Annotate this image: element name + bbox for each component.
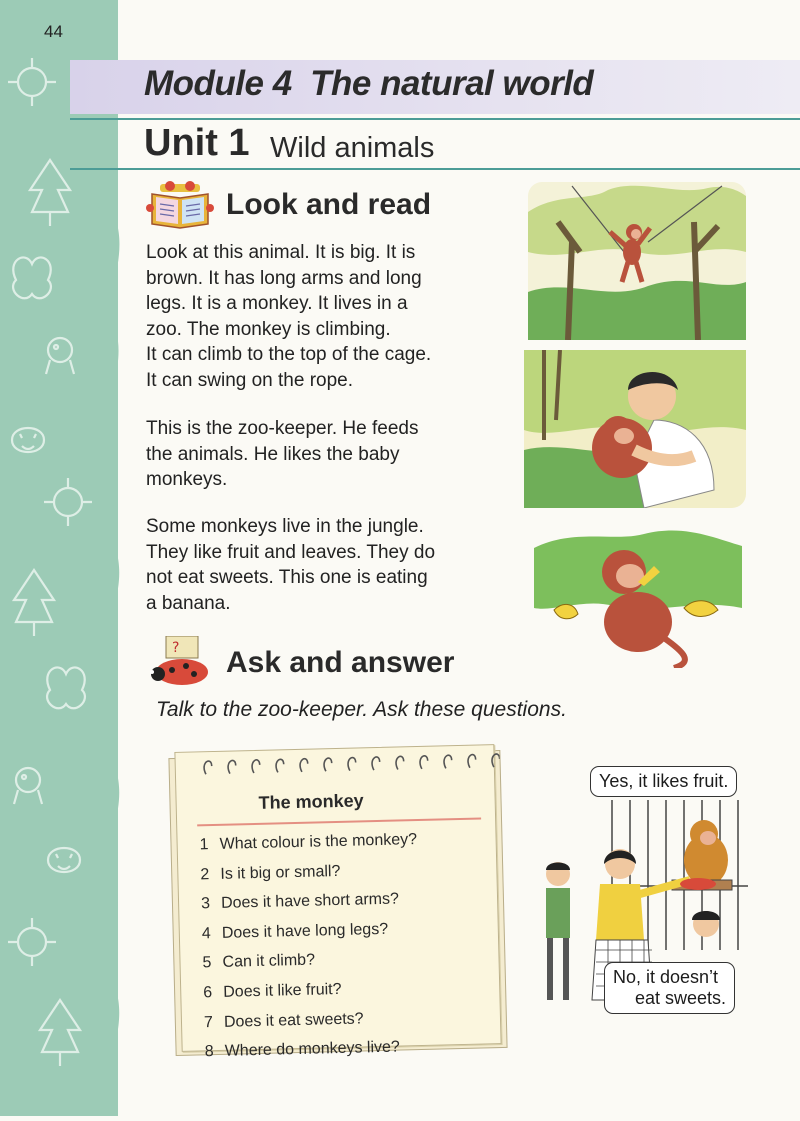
header-rule-bottom (70, 168, 800, 170)
speech-bubble-line: No, it doesn’t (613, 967, 719, 987)
list-item (205, 1036, 496, 1073)
paragraph-line: a banana. (146, 592, 231, 614)
paragraph-1 (146, 240, 516, 393)
notepad-title: The monkey (258, 790, 364, 813)
paragraph-line: It can climb to the top of the cage. (146, 344, 432, 365)
book-reading-icon (146, 178, 214, 230)
module-title: Module 4 The natural world (144, 64, 594, 103)
zookeeper-hug-illustration (524, 350, 746, 508)
header-rule-top (70, 118, 800, 120)
speech-bubble-line: eat sweets. (635, 988, 727, 1008)
question-text: Does it have long legs? (221, 920, 389, 942)
paragraph-line: not eat sweets. This one is eating (146, 567, 428, 588)
monkey-climbing-illustration (528, 182, 746, 340)
question-number: 4 (201, 924, 211, 943)
ladybug-question-icon (146, 636, 218, 686)
paragraph-line: legs. It is a monkey. It lives in a (146, 293, 408, 314)
look-and-read-heading: Look and read (226, 188, 432, 221)
question-text: Where do monkeys live? (224, 1038, 401, 1060)
paragraph-line: monkeys. (146, 469, 228, 490)
speech-bubble-no (604, 962, 735, 1014)
notepad-title-rule (197, 817, 481, 826)
question-number: 5 (202, 954, 212, 972)
question-number: 6 (203, 984, 213, 1002)
paragraph-line: It can swing on the rope. (146, 369, 354, 391)
question-text: Does it like fruit? (223, 980, 342, 1001)
paragraph-line: They like fruit and leaves. They do (146, 541, 436, 563)
paragraph-line: the animals. He likes the baby (146, 443, 400, 465)
paragraph-2 (146, 416, 516, 493)
paragraph-line: Look at this animal. It is big. It is (146, 242, 416, 263)
question-text: Can it climb? (222, 951, 316, 972)
ask-and-answer-heading: Ask and answer (226, 646, 455, 679)
question-number: 3 (200, 895, 211, 913)
unit-label: Unit 1 (144, 122, 250, 164)
page-number: 44 (44, 22, 63, 41)
instruction-text: Talk to the zoo-keeper. Ask these questions. (156, 698, 567, 721)
paragraph-3 (146, 514, 516, 616)
question-number: 2 (200, 865, 210, 883)
question-text: Does it have short arms? (220, 890, 400, 913)
paragraph-line: brown. It has long arms and long (146, 267, 422, 289)
question-text: What colour is the monkey? (219, 831, 418, 853)
question-number: 8 (204, 1043, 214, 1061)
question-number: 1 (199, 836, 209, 854)
monkey-banana-illustration (534, 528, 742, 668)
paragraph-line: Some monkeys live in the jungle. (146, 516, 424, 537)
notepad-sheet (174, 744, 501, 1061)
speech-bubble-yes: Yes, it likes fruit. (590, 766, 737, 797)
paragraph-line: zoo. The monkey is climbing. (146, 318, 391, 340)
question-list (199, 829, 495, 1073)
svg-text:?: ? (172, 640, 180, 656)
question-number: 7 (203, 1013, 214, 1031)
question-text: Is it big or small? (220, 862, 341, 883)
spiral-rings-icon (199, 749, 499, 778)
question-notepad (168, 732, 508, 1061)
paragraph-line: This is the zoo-keeper. He feeds (146, 418, 419, 439)
unit-title: Wild animals (270, 132, 435, 164)
question-text: Does it eat sweets? (223, 1009, 364, 1031)
